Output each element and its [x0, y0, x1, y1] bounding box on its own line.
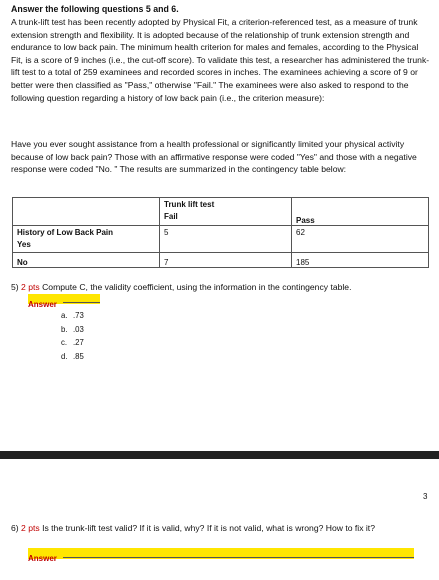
- yes-row-label: Yes: [17, 239, 31, 249]
- fail-header: Fail: [164, 212, 178, 221]
- criterion-question-paragraph: Have you ever sought assistance from a health professional or significantly limited your physical activity because of low back pain? Those with an affirmative response were coded "Yes" and those with a negative response were coded "No. " The results are summarized in the contingency table below:: [11, 139, 417, 175]
- no-fail-cell: 7: [160, 253, 292, 268]
- history-header: History of Low Back Pain: [17, 227, 114, 237]
- intro-paragraph: A trunk-lift test has been recently adopted by Physical Fit, a criterion-referenced test, as a measure of trunk extension strength and flexibility. It is adopted because of the relationship of trunk extension strength and endurance to low back pain. The minimum health criterion for males and females, according to the Physical Fit, is a score of 9 inches (i.e., the cut-off score). To validate this test, a researcher has administered the trunk-lift test to a total of 259 examinees and recorded scores in inches. The examinees achieving a score of 9 or better were then classified as "Pass," otherwise "Fail." The examinees were also asked to respond to the following question regarding a history of low back pain (i.e., the criterion measure):: [11, 17, 430, 103]
- table-col-header-cell: [160, 198, 292, 226]
- section-heading: Answer the following questions 5 and 6.: [11, 4, 179, 14]
- q5-options: [61, 309, 84, 363]
- option-a[interactable]: a. .73: [61, 311, 84, 320]
- yes-pass-cell: 62: [292, 225, 429, 253]
- q5-points: 2 pts: [21, 282, 40, 292]
- page-number: 3: [423, 492, 428, 501]
- q6-points: 2 pts: [21, 523, 40, 533]
- q6-number: 6): [11, 523, 19, 533]
- question-5: [11, 282, 351, 292]
- q5-text: Compute C, the validity coefficient, using the information in the contingency table.: [42, 282, 352, 292]
- q6-text: Is the trunk-lift test valid? If it is valid, why? If it is not valid, what is wrong? How to fix it?: [42, 523, 375, 533]
- table-corner-cell: [13, 198, 160, 226]
- option-b[interactable]: b. .03: [61, 324, 84, 334]
- q6-answer-label: Answer: [28, 554, 57, 563]
- trunk-lift-header: Trunk lift test: [164, 200, 215, 209]
- q5-answer-label: Answer: [28, 300, 57, 309]
- no-row-label: No: [13, 253, 160, 268]
- page-divider: [0, 451, 439, 459]
- no-pass-cell: 185: [292, 253, 429, 268]
- contingency-table: [12, 197, 429, 268]
- pass-header: Pass: [292, 198, 429, 226]
- option-d[interactable]: d. .85: [61, 351, 84, 361]
- q5-number: 5): [11, 282, 19, 292]
- question-6: [11, 521, 426, 535]
- yes-fail-cell: 5: [160, 225, 292, 253]
- q5-answer-underline: [63, 302, 100, 303]
- row-header-cell: [13, 225, 160, 253]
- q6-answer-underline: [63, 557, 414, 558]
- option-c[interactable]: c. .27: [61, 338, 84, 347]
